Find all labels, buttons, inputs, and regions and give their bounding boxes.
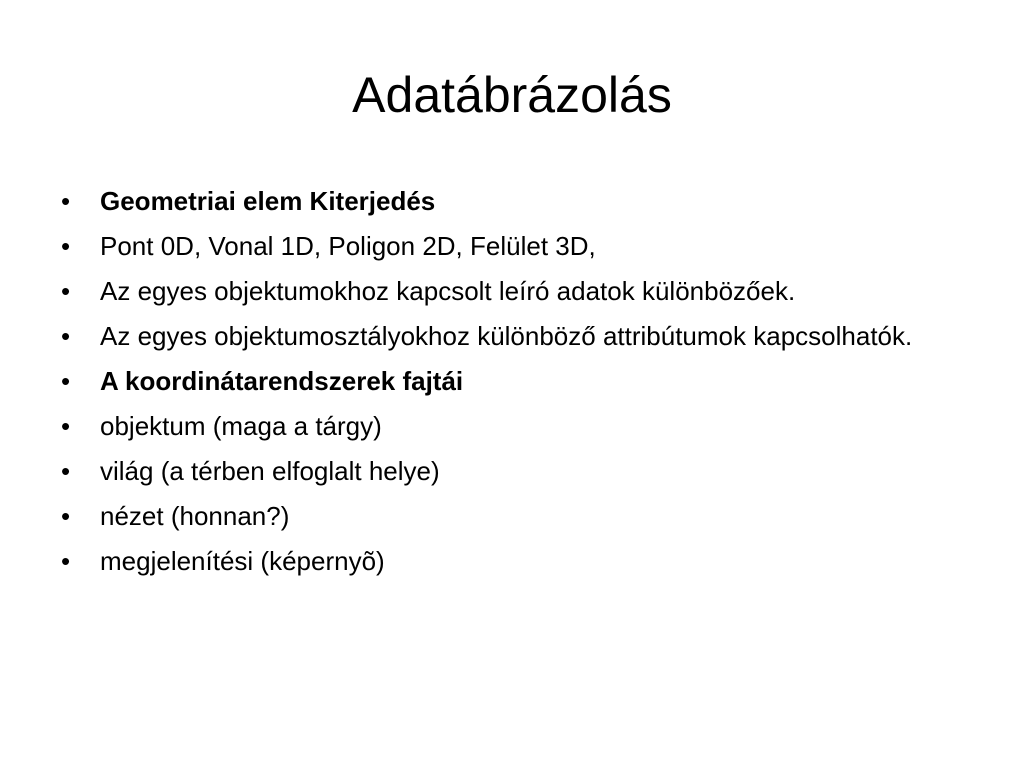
bullet-text: megjelenítési (képernyõ) [100,546,385,576]
bullet-dot-icon: • [61,321,71,351]
bullet-dot-icon: • [61,231,71,261]
bullet-item [58,544,958,579]
bullet-item [58,499,958,534]
bullet-text: Az egyes objektumokhoz kapcsolt leíró adatok különbözőek. [100,276,796,306]
bullet-text: világ (a térben elfoglalt helye) [100,456,440,486]
bullet-item [58,274,958,309]
bullet-item [58,454,958,489]
slide-title: Adatábrázolás [352,67,672,123]
bullet-item [58,184,958,219]
bullet-text: Pont 0D, Vonal 1D, Poligon 2D, Felület 3D, [100,231,596,261]
bullet-dot-icon: • [61,276,71,306]
bullet-text: A koordinátarendszerek fajtái [100,366,464,396]
bullet-dot-icon: • [61,186,71,216]
bullet-text: nézet (honnan?) [100,501,290,531]
bullet-text: Geometriai elem Kiterjedés [100,186,436,216]
bullet-text: Az egyes objektumosztályokhoz különböző attribútumok kapcsolhatók. [100,321,913,351]
bullet-dot-icon: • [61,411,71,441]
bullet-item [58,229,958,264]
bullet-list [58,184,958,589]
bullet-item [58,319,958,354]
bullet-dot-icon: • [61,366,71,396]
bullet-dot-icon: • [61,501,71,531]
bullet-item [58,364,958,399]
bullet-item [58,409,958,444]
bullet-dot-icon: • [61,546,71,576]
bullet-text: objektum (maga a tárgy) [100,411,382,441]
bullet-dot-icon: • [61,456,71,486]
